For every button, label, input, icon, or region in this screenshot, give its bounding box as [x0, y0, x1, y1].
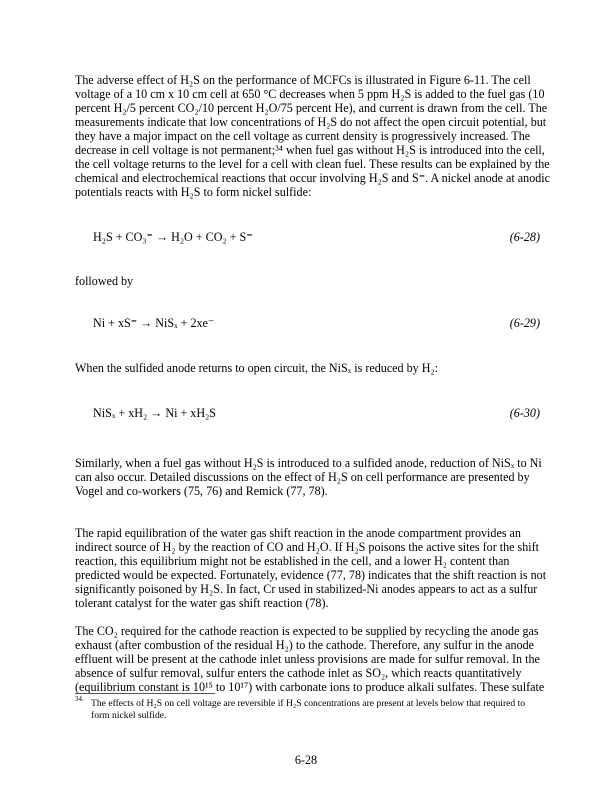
equation-number: (6-30)	[509, 406, 540, 420]
paragraph-followed-by	[75, 274, 540, 288]
paragraph-sulfided-anode	[75, 361, 540, 375]
text-line: voltage of a 10 cm x 10 cm cell at 650 °C decreases when 5 ppm H₂S is added to the fuel gas (10	[75, 87, 545, 101]
text-line: The effects of H₂S on cell voltage are reversible if H₂S concentrations are present at levels below that required to	[91, 698, 526, 709]
footnote	[75, 695, 545, 722]
text-line: The rapid equilibration of the water gas shift reaction in the anode compartment provides an	[75, 526, 521, 540]
text-line: percent H₂/5 percent CO₂/10 percent H₂O/75 percent He), and current is drawn from the cell. The	[75, 101, 548, 115]
text-line: measurements indicate that low concentrations of H₂S do not affect the open circuit potential, but	[75, 115, 547, 129]
text-line: form nickel sulfide.	[91, 710, 167, 721]
text-line: they have a major impact on the cell voltage as current density is progressively increased. The	[75, 129, 531, 143]
footnote-mark: 34.	[75, 695, 84, 703]
text-line: chemical and electrochemical reactions that occur involving H₂S and S⁼. A nickel anode at anodic	[75, 171, 551, 185]
page-number: 6-28	[294, 753, 318, 767]
footnote-divider	[75, 693, 215, 694]
text-line: can also occur. Detailed discussions on the effect of H₂S on cell performance are presented by	[75, 470, 530, 484]
paragraph-h2s-effect	[75, 73, 551, 199]
text-line: potentials reacts with H₂S to form nickel sulfide:	[75, 185, 312, 199]
paragraph-co2-cathode	[75, 624, 545, 694]
equation-formula: H₂S + CO₃⁼ → H₂O + CO₂ + S⁼	[93, 230, 253, 244]
text-line: The adverse effect of H₂S on the performance of MCFCs is illustrated in Figure 6-11. The cell	[75, 73, 531, 87]
text-line: exhaust (after combustion of the residual H₂) to the cathode. Therefore, any sulfur in the anode	[75, 638, 535, 652]
text-line: reaction, this equilibrium might not be established in the cell, and a lower H₂ content than	[75, 554, 510, 568]
text-line: predicted would be expected. Fortunately, evidence (77, 78) indicates that the shift reaction is not	[75, 568, 547, 582]
equation-number: (6-28)	[509, 230, 540, 244]
equation-6-28	[93, 230, 540, 244]
text-line: the cell voltage returns to the level for a cell with clean fuel. These results can be explained by the	[75, 157, 550, 171]
text-line: absence of sulfur removal, sulfur enters the cathode inlet as SO₂, which reacts quantitatively	[75, 666, 522, 680]
equation-6-30	[93, 406, 540, 420]
text-line: The CO₂ required for the cathode reaction is expected to be supplied by recycling the anode gas	[75, 624, 539, 638]
text-line: Vogel and co-workers (75, 76) and Remick (77, 78).	[75, 484, 328, 498]
footnote-text	[91, 698, 545, 722]
text-line: effluent will be present at the cathode inlet unless provisions are made for sulfur removal. In the	[75, 652, 540, 666]
equation-6-29	[93, 316, 540, 330]
paragraph-similarly	[75, 456, 540, 498]
text-line: When the sulfided anode returns to open circuit, the NiSₓ is reduced by H₂:	[75, 361, 439, 375]
equation-formula: NiSₓ + xH₂ → Ni + xH₂S	[93, 406, 217, 420]
text-line: indirect source of H₂ by the reaction of CO and H₂O. If H₂S poisons the active sites for the shift	[75, 540, 540, 554]
equation-formula: Ni + xS⁼ → NiSₓ + 2xe⁻	[93, 316, 215, 330]
text-line: tolerant catalyst for the water gas shift reaction (78).	[75, 596, 329, 610]
text-line: significantly poisoned by H₂S. In fact, Cr used in stabilized-Ni anodes appears to act as a sulfur	[75, 582, 538, 596]
paragraph-water-gas-shift	[75, 526, 547, 610]
equation-number: (6-29)	[509, 316, 540, 330]
text-line: Similarly, when a fuel gas without H₂S is introduced to a sulfided anode, reduction of NiSₓ to Ni	[75, 456, 542, 470]
text-line: decrease in cell voltage is not permanent;³⁴ when fuel gas without H₂S is introduced into the cell,	[75, 143, 545, 157]
text-line: followed by	[75, 274, 134, 288]
text-line: (equilibrium constant is 10¹⁵ to 10¹⁷) with carbonate ions to produce alkali sulfates. These sulfate	[75, 680, 545, 694]
